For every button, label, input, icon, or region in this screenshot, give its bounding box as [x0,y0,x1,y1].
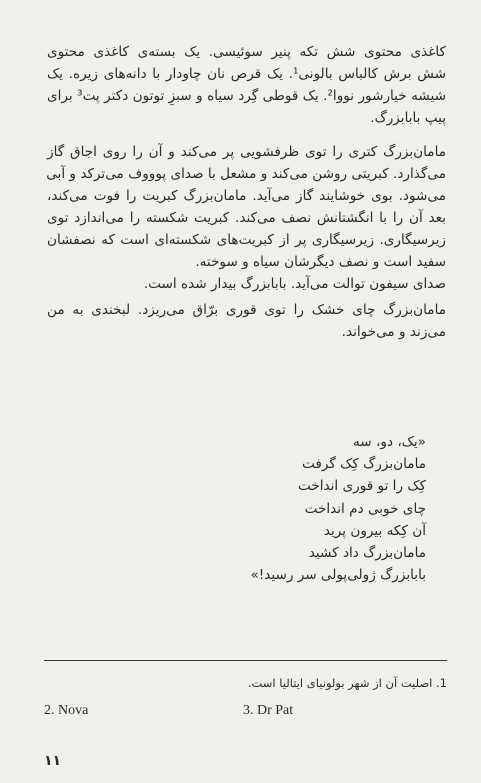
text-line: شش برش کالباس بالونی¹. یک قرص نان چاودار با دانه‌های زیره. یک [47,66,446,82]
poem [70,431,426,586]
poem-line: «یک، دو، سه [353,434,426,450]
poem-line: مامان‌بزرگ کِک گرفت [302,456,426,473]
poem-line: بابابزرگ ژولی‌پولی سر رسید!» [250,567,426,584]
poem-line: کِک را تو قوری انداخت [297,478,426,495]
poem-line: چای خوبی دم انداخت [304,500,426,517]
text-line: سفید است و نصف دیگرشان سیاه و سوخته. [195,254,446,270]
text-line: بعد آن را با انگشتانش نصف می‌کند. کبریت شکسته را می‌اندازد توی [47,210,446,226]
poem-line: مامان‌بزرگ داد کشید [308,544,426,561]
text-line: پیپ بابابزرگ. [370,110,446,126]
text-line: مامان‌بزرگ چای خشک را توی قوری برّاق می‌ریزد. لبخندی به من [47,302,446,318]
footnote-divider [44,660,447,661]
poem-line: آن کِکه بیرون پرید [323,522,426,539]
footnote-1: 1. اصلیت آن از شهر بولونیای ایتالیا است. [247,676,447,690]
text-line: صدای سیفون توالت می‌آید. بابابزرگ بیدار شده است. [143,276,446,292]
text-line: می‌زند و می‌خواند. [341,324,446,340]
page-number: ۱۱ [44,753,62,769]
text-line: می‌شود. بوی خوشایند گاز می‌آید. مامان‌بزرگ کبریت را فوت می‌کند، [47,188,446,204]
footnote-3: 3. Dr Pat [243,703,294,718]
text-line: می‌گذارد. کبریتی روشن می‌کند و مشعل با صدای پوووف می‌ترکد و آبی [46,166,446,182]
text-line: شیشه خیارشور نووا². یک قوطی گِرد سیاه و سبزِ توتون دکتر پت³ برای [47,88,446,104]
text-line: مامان‌بزرگ کتری را توی ظرفشویی پر می‌کند و آن را روی اجاق گاز [47,144,446,160]
body-text [47,41,446,343]
text-line: کاغذی محتوی شش تکه پنیر سوئیسی. یک بسته‌ی کاغذی محتوی [47,44,446,60]
text-line: زیرسیگاری. زیرسیگاری پر از کبریت‌های شکسته‌ای است که نصفشان [47,232,446,248]
footnote-2: 2. Nova [44,703,89,718]
